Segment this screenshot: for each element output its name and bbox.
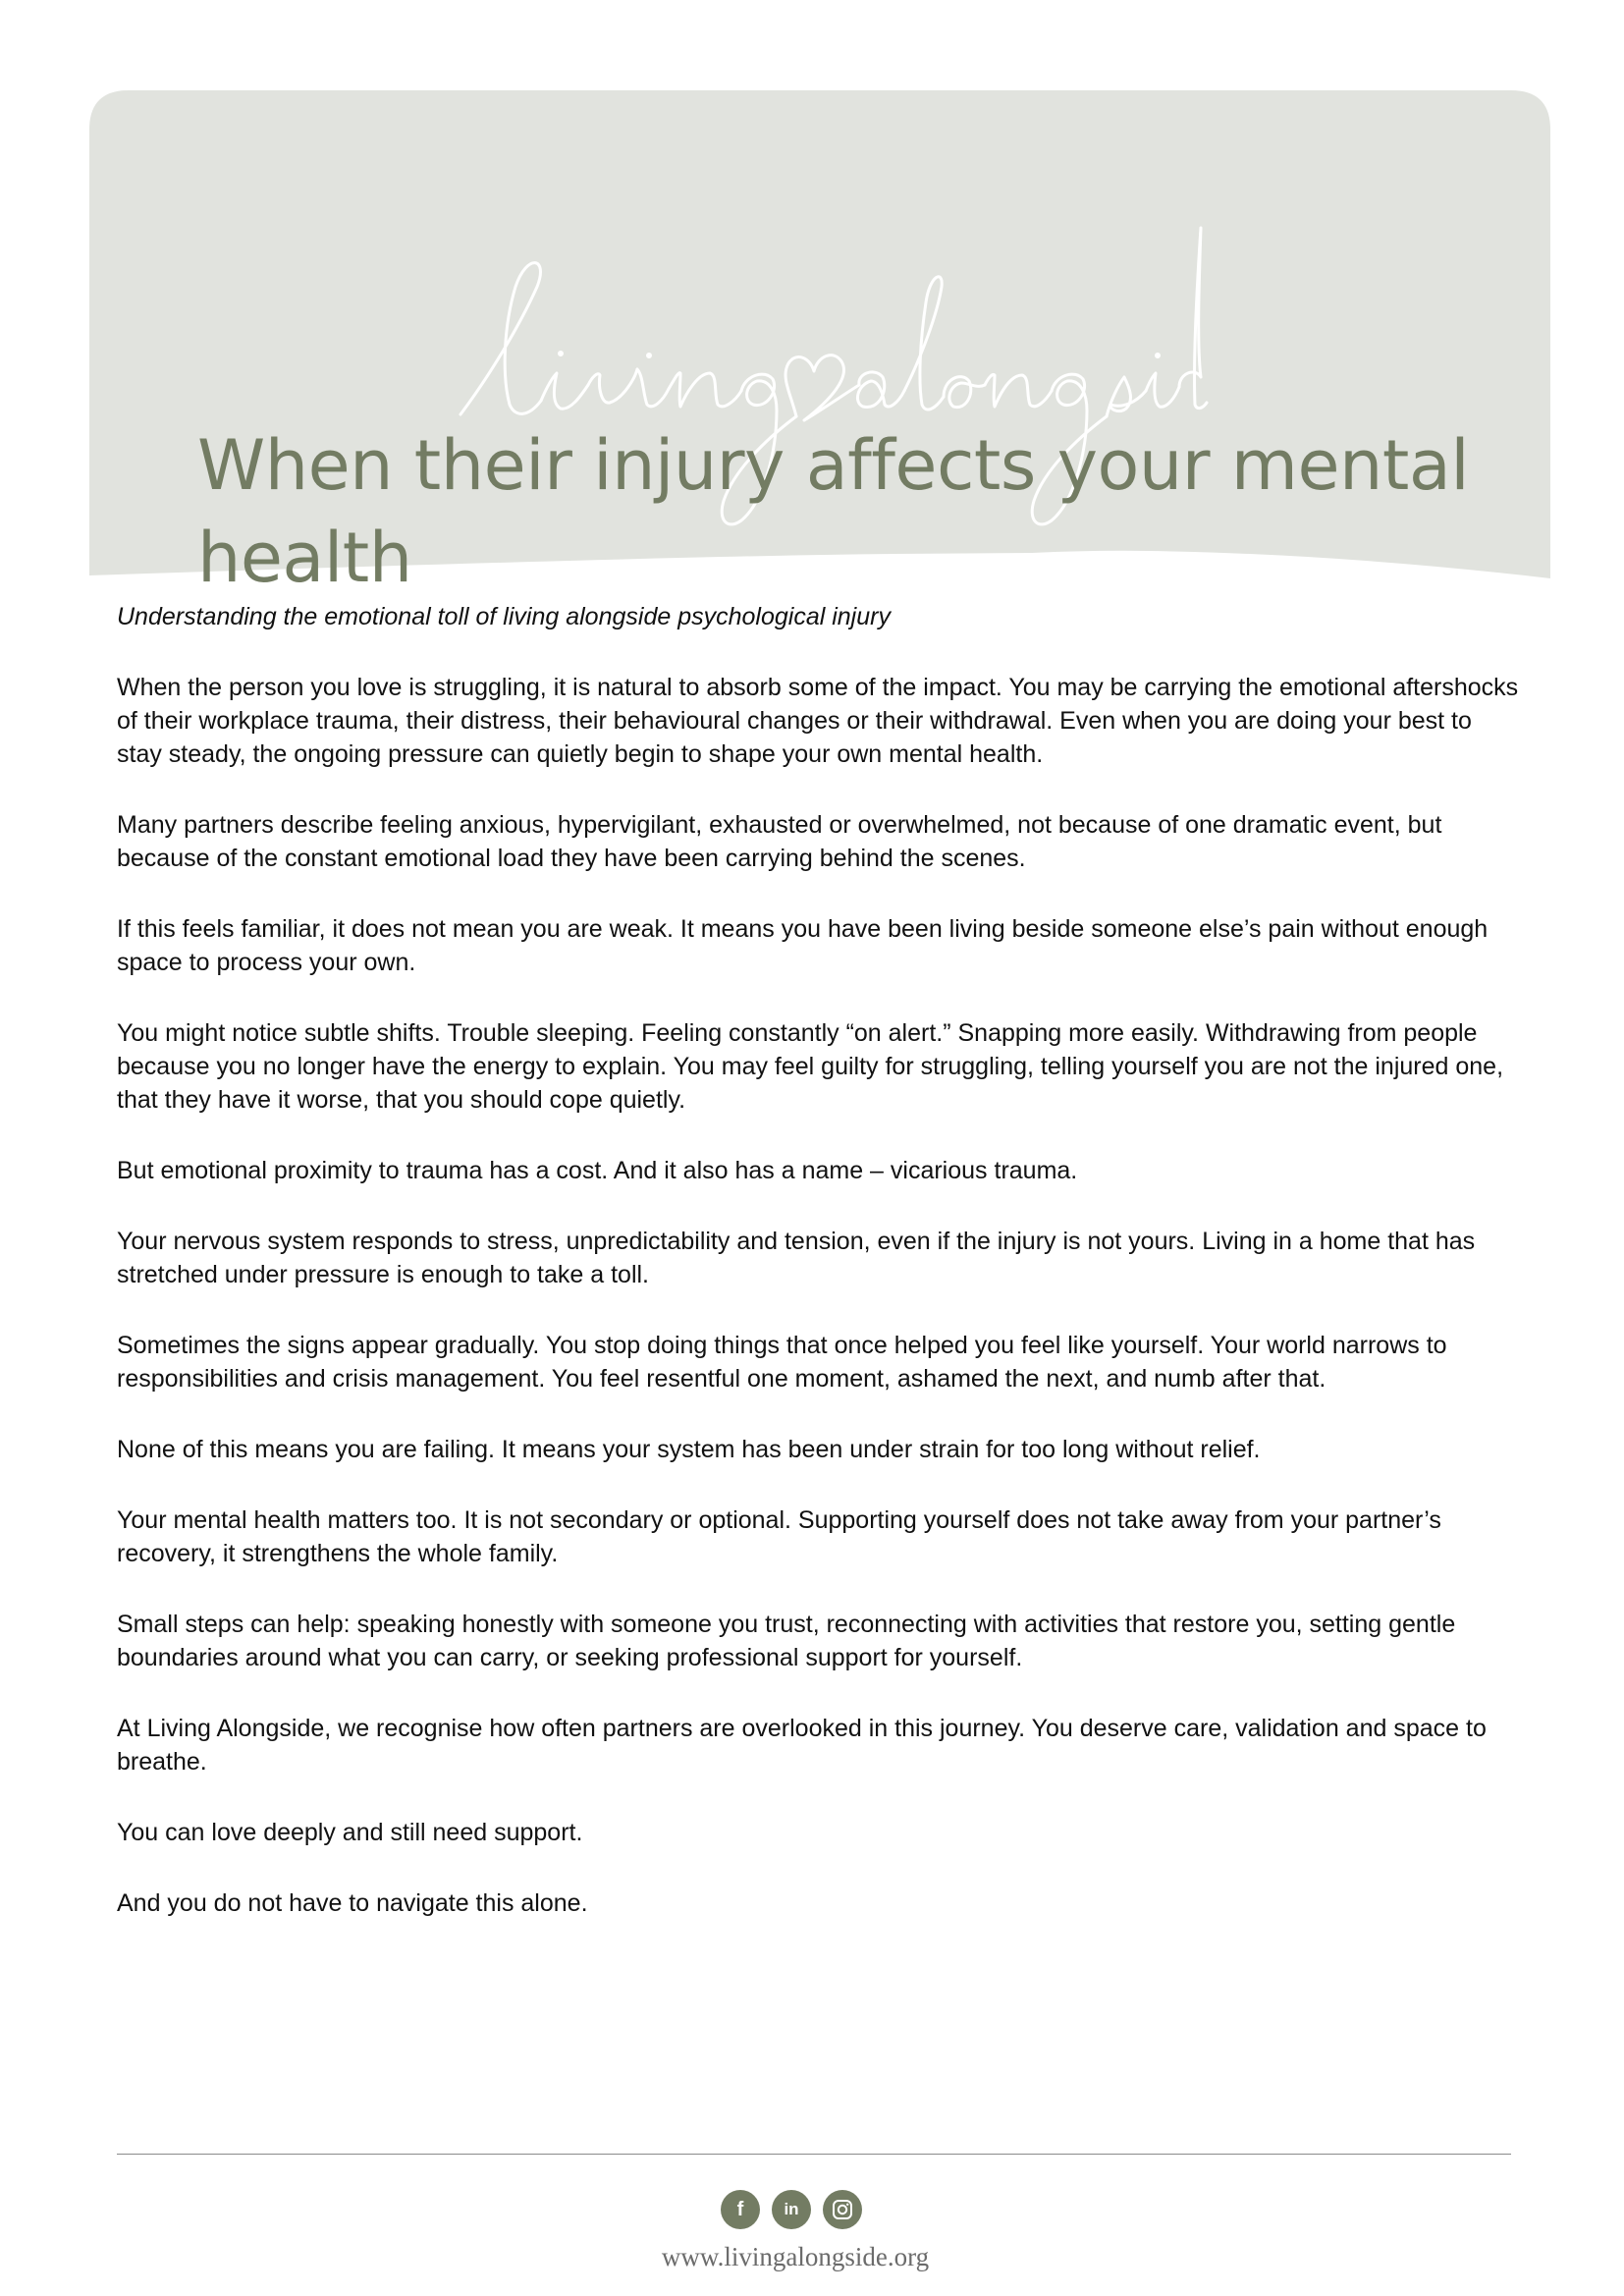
paragraph: At Living Alongside, we recognise how often partners are overlooked in this journey. You deserve care, validation and space to breathe. — [117, 1715, 1487, 1776]
paragraph: Small steps can help: speaking honestly with someone you trust, reconnecting with activities that restore you, setting gentle boundaries around what you can carry, or seeking professional support for yourself. — [117, 1611, 1456, 1671]
title-clip — [197, 419, 1474, 598]
paragraph: Your mental health matters too. It is not secondary or optional. Supporting yourself does not take away from your partner’s recovery, it strengthens the whole family. — [117, 1506, 1441, 1567]
page-title: When their injury affects your mental health — [197, 425, 1470, 598]
paragraph: You can love deeply and still need support. — [117, 1819, 583, 1846]
facebook-label: f — [736, 2198, 744, 2220]
facebook-icon[interactable] — [721, 2190, 760, 2229]
paragraph: If this feels familiar, it does not mean you are weak. It means you have been living beside someone else’s pain without enough space to process your own. — [117, 915, 1489, 976]
linkedin-icon[interactable] — [772, 2190, 811, 2229]
paragraph: You might notice subtle shifts. Trouble sleeping. Feeling constantly “on alert.” Snapping more easily. Withdrawing from people because you no longer have the energy to explain. You may feel guilty for struggling, telling yourself you are not the injured one, that they have it worse, that you should cope quietly. — [117, 1019, 1504, 1114]
paragraph: And you do not have to navigate this alone. — [117, 1889, 588, 1917]
header-banner — [89, 90, 1550, 598]
article-body — [117, 600, 1521, 1957]
article-subtitle: Understanding the emotional toll of living alongside psychological injury — [117, 603, 891, 630]
linkedin-label: in — [784, 2200, 799, 2218]
instagram-icon[interactable] — [823, 2190, 862, 2229]
paragraph: Sometimes the signs appear gradually. You stop doing things that once helped you feel like yourself. Your world narrows to responsibilities and crisis management. You feel resentful one moment, ashamed the next, and numb after that. — [117, 1332, 1447, 1393]
paragraph: Your nervous system responds to stress, unpredictability and tension, even if the injury is not yours. Living in a home that has stretched under pressure is enough to take a toll. — [117, 1228, 1476, 1288]
paragraph: None of this means you are failing. It means your system has been under strain for too long without relief. — [117, 1436, 1261, 1463]
paragraph: Many partners describe feeling anxious, hypervigilant, exhausted or overwhelmed, not because of one dramatic event, but because of the constant emotional load they have been carrying behind the scenes. — [117, 811, 1442, 872]
social-links — [721, 2190, 862, 2229]
paragraph: When the person you love is struggling, it is natural to absorb some of the impact. You may be carrying the emotional aftershocks of their workplace trauma, their distress, their behavioural changes or their withdrawal. Even when you are doing your best to stay steady, the ongoing pressure can quietly begin to shape your own mental health. — [117, 674, 1519, 768]
footer-divider — [117, 2154, 1511, 2155]
paragraph: But emotional proximity to trauma has a cost. And it also has a name – vicarious trauma. — [117, 1157, 1078, 1184]
instagram-glyph — [832, 2199, 853, 2220]
website-link[interactable]: www.livingalongside.org — [661, 2242, 930, 2271]
